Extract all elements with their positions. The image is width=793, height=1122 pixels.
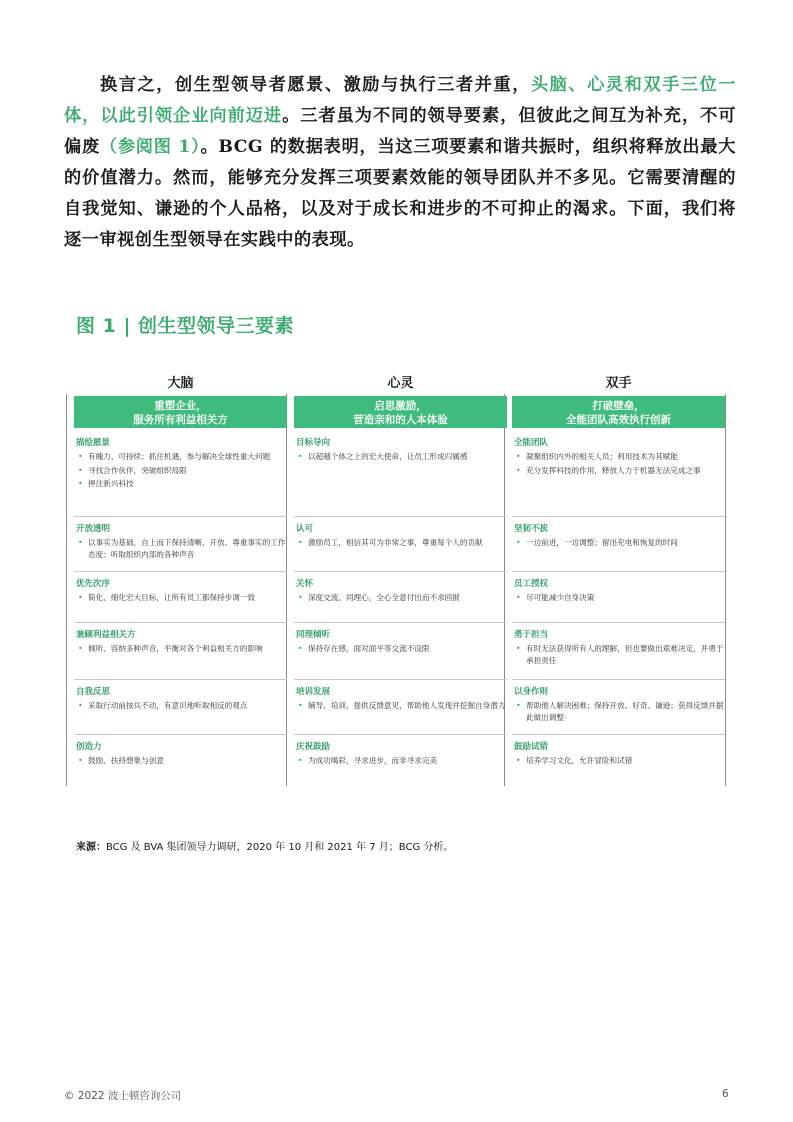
section-title: 自我反思	[76, 687, 111, 697]
bullet-icon: •	[298, 538, 303, 547]
list-item	[514, 700, 725, 723]
bullet-icon: •	[298, 701, 303, 710]
list-item-text: 尽可能减少自身决策	[526, 593, 595, 602]
list-item	[296, 643, 507, 655]
list-item	[76, 465, 287, 477]
list-item-text: 充分发挥科技的作用，释放人力于机器无法完成之事	[526, 465, 701, 475]
list-item	[76, 643, 287, 655]
section-title: 兼顾利益相关方	[76, 630, 136, 640]
section-divider	[294, 679, 507, 680]
intro-text-1: 换言之，创生型领导者愿景、激励与执行三者并重，	[100, 75, 531, 95]
section-title: 优先次序	[76, 579, 111, 589]
column-hands	[512, 372, 725, 786]
section-list	[74, 643, 287, 655]
section-title: 坚韧不拔	[514, 524, 549, 534]
bullet-icon: •	[516, 465, 521, 475]
column-banner	[74, 396, 287, 428]
list-item	[514, 465, 725, 477]
intro-text-2: 。三者虽为不同的领导要素，但彼此之间互为补充，不可偏废	[64, 106, 736, 157]
section-divider	[512, 734, 725, 735]
list-item-text: 帮助他人解决困难；保持开放、好奇、谦逊；获得反馈并据此做出调整	[526, 701, 724, 722]
section-list	[74, 537, 287, 560]
section-title: 开放透明	[76, 524, 111, 534]
list-item-text: 有时无法获得所有人的理解，但也要做出艰难决定，并勇于承担责任	[526, 644, 724, 665]
section-list	[512, 700, 725, 723]
bullet-icon: •	[78, 465, 83, 475]
bullet-icon: •	[298, 756, 303, 765]
bullet-icon: •	[298, 452, 303, 461]
section-list	[512, 451, 725, 476]
bullet-icon: •	[516, 452, 521, 461]
list-item-text: 寻找合作伙伴，突破组织局限	[88, 465, 187, 475]
section-title: 培训发展	[296, 687, 331, 697]
section	[74, 622, 287, 657]
column-heart	[294, 372, 507, 786]
list-item	[514, 755, 725, 767]
column-heading: 双手	[605, 376, 632, 391]
list-item	[514, 592, 725, 604]
section-list	[74, 451, 287, 490]
section-divider	[294, 734, 507, 735]
column-divider	[66, 394, 67, 786]
section-title: 同理倾听	[296, 630, 331, 640]
list-item	[296, 537, 507, 549]
list-item	[76, 537, 287, 560]
section	[294, 622, 507, 657]
list-item-text: 保持存在感，面对面平等交流不设限	[308, 644, 430, 653]
bullet-icon: •	[516, 701, 521, 710]
section-title: 认可	[296, 524, 314, 534]
section-list	[294, 592, 507, 604]
bullet-icon: •	[298, 593, 303, 602]
banner-line: 服务所有利益相关方	[133, 413, 228, 426]
section	[294, 436, 507, 465]
bullet-icon: •	[516, 756, 521, 765]
list-item	[296, 451, 507, 463]
list-item	[296, 755, 507, 767]
list-item	[514, 537, 725, 549]
section-list	[74, 592, 287, 604]
bullet-icon: •	[78, 701, 83, 710]
section	[512, 622, 725, 668]
section-list	[74, 755, 287, 767]
figure-title: 图 1 | 创生型领导三要素	[76, 315, 295, 337]
list-item-text: 鼓励、扶持想象与创意	[88, 756, 164, 765]
section-divider	[294, 571, 507, 572]
list-item-text: 简化、细化宏大目标，让所有员工都保持步调一致	[88, 593, 256, 602]
list-item	[76, 451, 287, 463]
column-banner	[294, 396, 507, 428]
section	[294, 734, 507, 769]
section-list	[294, 537, 507, 549]
list-item-text: 一边前进，一边调整；留出充电和恢复的时间	[526, 538, 678, 547]
list-item-text: 凝聚组织内外的相关人员；利用技术为其赋能	[526, 452, 678, 461]
section-title: 员工授权	[514, 579, 549, 589]
bullet-icon: •	[78, 756, 83, 765]
section-list	[512, 537, 725, 549]
banner-line: 打破壁垒，	[592, 399, 645, 412]
list-item	[76, 700, 287, 712]
banner-line: 启思激励，	[374, 399, 427, 412]
section-divider	[74, 571, 287, 572]
section	[74, 679, 287, 714]
list-item-text: 有魄力、可持续；抓住机遇，参与解决全球性重大问题	[88, 452, 271, 461]
list-item-text: 培养学习文化，允许冒险和试错	[526, 756, 633, 765]
section	[74, 734, 287, 769]
section-divider	[74, 679, 287, 680]
bullet-icon: •	[78, 479, 83, 489]
list-item	[76, 478, 287, 490]
section	[74, 571, 287, 606]
column-divider	[725, 394, 726, 786]
list-item-text: 激励员工，相信其可为非常之事，尊重每个人的贡献	[308, 538, 483, 547]
intro-paragraph	[64, 70, 736, 256]
column-heading: 大脑	[167, 376, 194, 391]
list-item	[296, 592, 507, 604]
section-divider	[512, 516, 725, 517]
list-item	[514, 451, 725, 463]
section-title: 勇于担当	[514, 630, 549, 640]
section-list	[512, 592, 725, 604]
list-item-text: 以超越个体之上的宏大使命，让员工形成归属感	[308, 452, 468, 461]
intro-highlight-2: （参阅图 1）	[99, 137, 201, 157]
section-list	[294, 451, 507, 463]
section	[512, 571, 725, 606]
banner-line: 全能团队高效执行创新	[566, 413, 671, 426]
section-title: 描绘愿景	[76, 438, 111, 448]
section-title: 庆祝鼓励	[296, 742, 331, 752]
list-item	[514, 643, 725, 666]
section	[512, 734, 725, 769]
list-item	[296, 700, 507, 712]
section-title: 创造力	[76, 742, 102, 752]
section	[74, 516, 287, 562]
banner-line: 重塑企业，	[154, 399, 207, 412]
bullet-icon: •	[78, 593, 83, 602]
source-label: 来源：	[76, 842, 106, 853]
list-item-text: 倾听、容纳多种声音，平衡对各个利益相关方的影响	[88, 644, 263, 653]
intro-text-3: 。BCG 的数据表明，当这三项要素和谐共振时，组织将释放出最大的价值潜力。然而，能够充分发挥三项要素效能的领导团队并不多见。它需要清醒的自我觉知、谦逊的个人品格，以及对于成长和进步的不可抑止的渴求。下面，我们将逐一审视创生型领导在实践中的表现。	[64, 137, 736, 250]
list-item	[76, 755, 287, 767]
section-list	[512, 755, 725, 767]
section-list	[512, 643, 725, 666]
list-item-text: 为成功喝彩，寻求进步，而非寻求完美	[308, 756, 438, 765]
section	[512, 679, 725, 725]
section-divider	[74, 734, 287, 735]
section-title: 鼓励试错	[514, 742, 549, 752]
list-item-text: 辅导、培训，提供反馈意见，帮助他人发现并挖掘自身潜力	[308, 701, 506, 710]
list-item-text: 深度交流、同理心，全心全意付出而不求回报	[308, 593, 460, 602]
section-divider	[74, 516, 287, 517]
section	[294, 516, 507, 551]
intro-highlight-1: 头脑、心灵和双手三位一体，以此引领企业向前迈进	[64, 75, 736, 126]
column-banner	[512, 396, 725, 428]
section	[294, 571, 507, 606]
bullet-icon: •	[78, 452, 83, 461]
section	[294, 679, 507, 714]
source-text: BCG 及 BVA 集团领导力调研，2020 年 10 月和 2021 年 7 月；BCG 分析。	[106, 842, 454, 853]
bullet-icon: •	[516, 538, 521, 547]
bullet-icon: •	[78, 644, 83, 653]
section-title: 目标导向	[296, 438, 331, 448]
section-divider	[294, 516, 507, 517]
section-divider	[294, 622, 507, 623]
page-number: 6	[722, 1088, 729, 1100]
bullet-icon: •	[298, 644, 303, 653]
section-divider	[512, 622, 725, 623]
list-item-text: 押注新兴科技	[88, 479, 134, 489]
bullet-icon: •	[78, 538, 83, 547]
list-item-text: 采取行动前按兵不动，有意识地听取相反的观点	[88, 701, 248, 710]
bullet-icon: •	[516, 593, 521, 602]
column-brain	[74, 372, 287, 786]
source-note	[76, 838, 453, 853]
section	[512, 436, 725, 478]
section-list	[74, 700, 287, 712]
section	[74, 436, 287, 492]
section-list	[294, 643, 507, 655]
section-divider	[512, 571, 725, 572]
bullet-icon: •	[516, 644, 521, 653]
section-divider	[74, 622, 287, 623]
section-divider	[512, 679, 725, 680]
section-title: 关怀	[296, 579, 314, 589]
list-item	[76, 592, 287, 604]
leadership-figure	[66, 372, 726, 786]
section-title: 全能团队	[514, 438, 549, 448]
list-item-text: 以事实为基础，自上而下保持清晰、开放、尊重事实的工作态度；听取组织内部的各种声音	[88, 538, 286, 559]
section-title: 以身作则	[514, 687, 549, 697]
banner-line: 营造亲和的人本体验	[353, 413, 448, 426]
section	[512, 516, 725, 551]
footer-copyright: © 2022 波士顿咨询公司	[64, 1090, 182, 1102]
section-list	[294, 755, 507, 767]
column-heading: 心灵	[387, 376, 414, 391]
section-list	[294, 700, 507, 712]
